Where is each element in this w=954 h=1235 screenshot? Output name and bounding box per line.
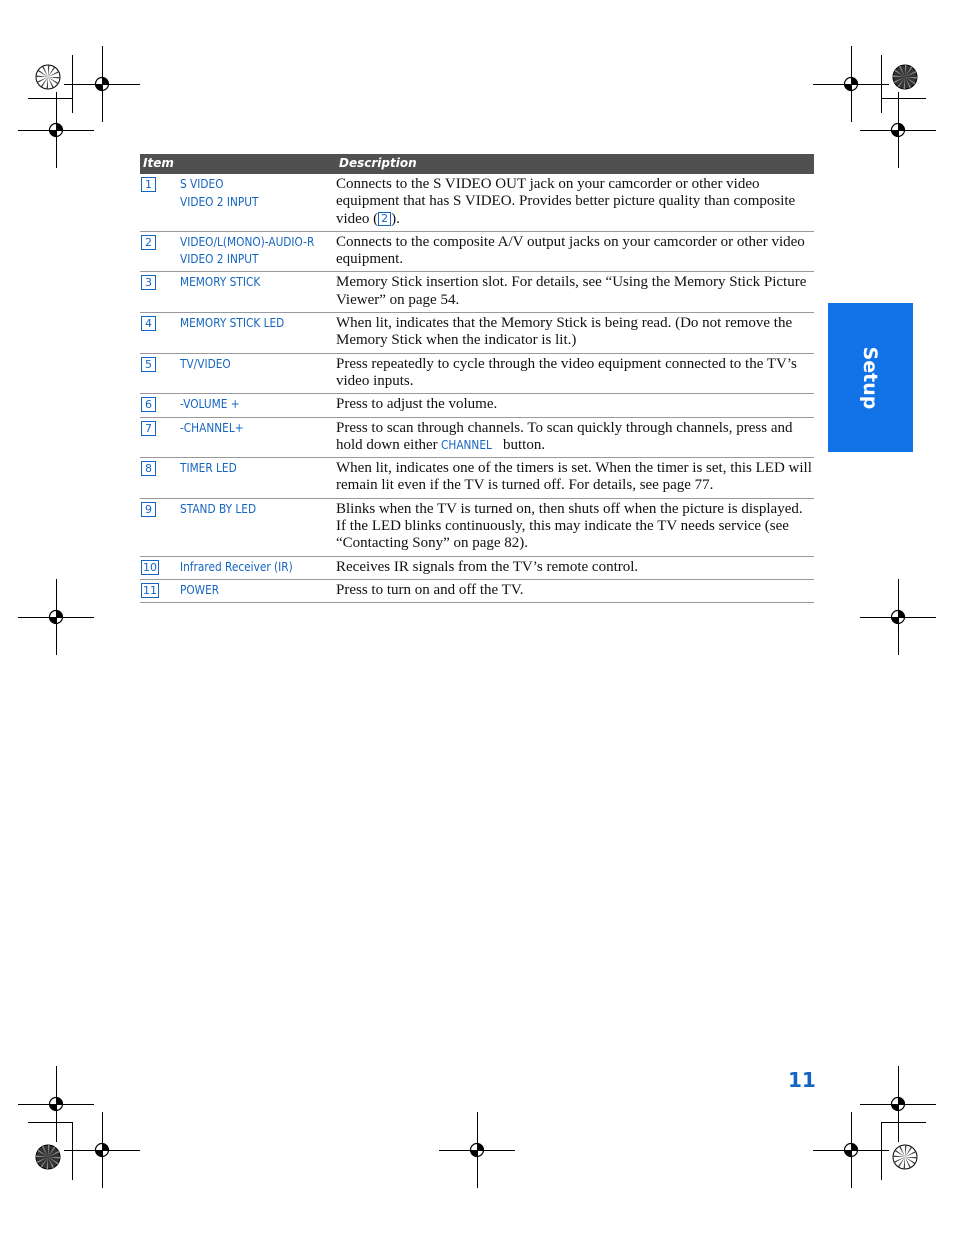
item-name-line: Infrared Receiver (IR) [180,559,293,574]
header-item: Item [143,156,174,170]
table-header [140,154,814,174]
description-text: Press to scan through channels. To scan quickly through channels, press and hold down either [336,419,793,453]
registration-target-icon [889,608,907,626]
inline-button-name: CHANNEL [441,437,493,452]
item-name-line: S VIDEO [180,177,224,191]
item-name[interactable] [180,396,312,414]
item-name-line: STAND BY LED [180,501,257,516]
registration-target-icon [842,1141,860,1159]
item-number-badge: 5 [141,357,156,372]
crop-line [72,1122,73,1180]
crop-line [881,1122,882,1180]
item-name-line: TIMER LED [180,461,237,476]
item-name[interactable] [180,176,312,211]
item-description [336,559,814,576]
item-description [336,234,814,269]
table-row [140,313,814,354]
item-name-line: POWER [180,582,220,597]
table-row [140,174,814,232]
registration-target-icon [889,1095,907,1113]
color-star-target-icon [892,1144,918,1170]
table-row [140,272,814,313]
item-description [336,582,814,599]
table-row [140,354,814,395]
item-name-line: VIDEO 2 INPUT [180,194,259,209]
description-text: Press repeatedly to cycle through the video equipment connected to the TV’s video inputs. [336,355,797,389]
color-star-target-icon [892,64,918,90]
table-row [140,418,814,459]
table-row [140,232,814,273]
item-description [336,274,814,309]
item-number-badge: 1 [141,177,156,192]
item-name[interactable] [180,356,312,374]
item-name-line: VIDEO 2 INPUT [180,252,259,267]
description-text: Connects to the S VIDEO OUT jack on your camcorder or other video equipment that has S VIDEO. Provides better picture quality than composite video ( [336,176,796,227]
color-star-target-icon [35,64,61,90]
item-number-badge: 11 [143,583,157,597]
registration-target-icon [47,608,65,626]
item-description [336,176,814,228]
description-text: Connects to the composite A/V output jacks on your camcorder or other video equipment. [336,233,805,268]
item-number-badge: 8 [141,461,156,476]
item-name-line: MEMORY STICK LED [180,316,285,331]
item-name-line: -VOLUME + [180,397,240,412]
table-row [140,580,814,603]
registration-target-icon [93,1141,111,1159]
header-description: Description [339,156,417,170]
table-row [140,557,814,580]
item-description [336,501,814,553]
item-description [336,420,814,455]
item-number-badge: 9 [141,502,156,517]
item-number-badge: 2 [141,235,156,250]
description-text-end: button. [499,436,546,453]
item-name-line: -CHANNEL+ [180,420,244,435]
item-description [336,315,814,350]
item-name[interactable] [180,420,312,438]
item-description [336,356,814,391]
description-text-end: ). [391,210,400,227]
crop-line [28,1122,72,1123]
item-reference-badge[interactable]: 2 [378,212,391,226]
description-text: Memory Stick insertion slot. For details, see “Using the Memory Stick Picture Viewer” on page 54. [336,274,807,308]
item-name[interactable] [180,274,312,292]
table-row [140,394,814,417]
crop-line [28,98,72,99]
description-text: When lit, indicates that the Memory Stick is being read. (Do not remove the Memory Stick when the indicator is lit.) [336,315,793,349]
item-name[interactable] [180,315,312,333]
item-number-badge: 3 [141,275,156,290]
item-name-line: TV/VIDEO [180,356,231,371]
table-row [140,499,814,557]
item-number-badge: 6 [141,397,156,412]
registration-target-icon [47,1095,65,1113]
item-name[interactable] [180,582,312,600]
registration-target-icon [47,121,65,139]
item-name-line: MEMORY STICK [180,275,261,290]
crop-line [882,1122,926,1123]
item-name[interactable] [180,559,312,577]
color-star-target-icon [35,1144,61,1170]
item-number-badge: 7 [141,421,156,436]
description-text: Press to turn on and off the TV. [336,581,524,598]
item-name-line: VIDEO/L(MONO)-AUDIO-R [180,234,315,249]
item-description [336,396,814,413]
item-name[interactable] [180,501,312,519]
description-text: When lit, indicates one of the timers is set. When the timer is set, this LED will remain lit even if the TV is turned off. For details, see page 77. [336,460,812,494]
item-number-badge: 10 [143,560,157,574]
table-body [140,174,814,603]
page-number: 11 [788,1068,816,1092]
registration-target-icon [468,1141,486,1159]
section-tab-setup[interactable] [828,303,913,452]
description-text: Blinks when the TV is turned on, then shuts off when the picture is displayed. If the LED blinks continuously, this may indicate the TV needs service (see “Contacting Sony” on page 82). [336,500,803,552]
table-row [140,458,814,499]
section-tab-label: Setup [859,346,881,410]
item-description [336,460,814,495]
item-name[interactable] [180,460,312,478]
description-text: Press to adjust the volume. [336,396,498,413]
registration-target-icon [842,75,860,93]
registration-target-icon [889,121,907,139]
description-text: Receives IR signals from the TV’s remote control. [336,558,639,575]
item-name[interactable] [180,234,315,269]
registration-target-icon [93,75,111,93]
controls-table [140,154,814,603]
item-number-badge: 4 [141,316,156,331]
crop-line [882,98,926,99]
